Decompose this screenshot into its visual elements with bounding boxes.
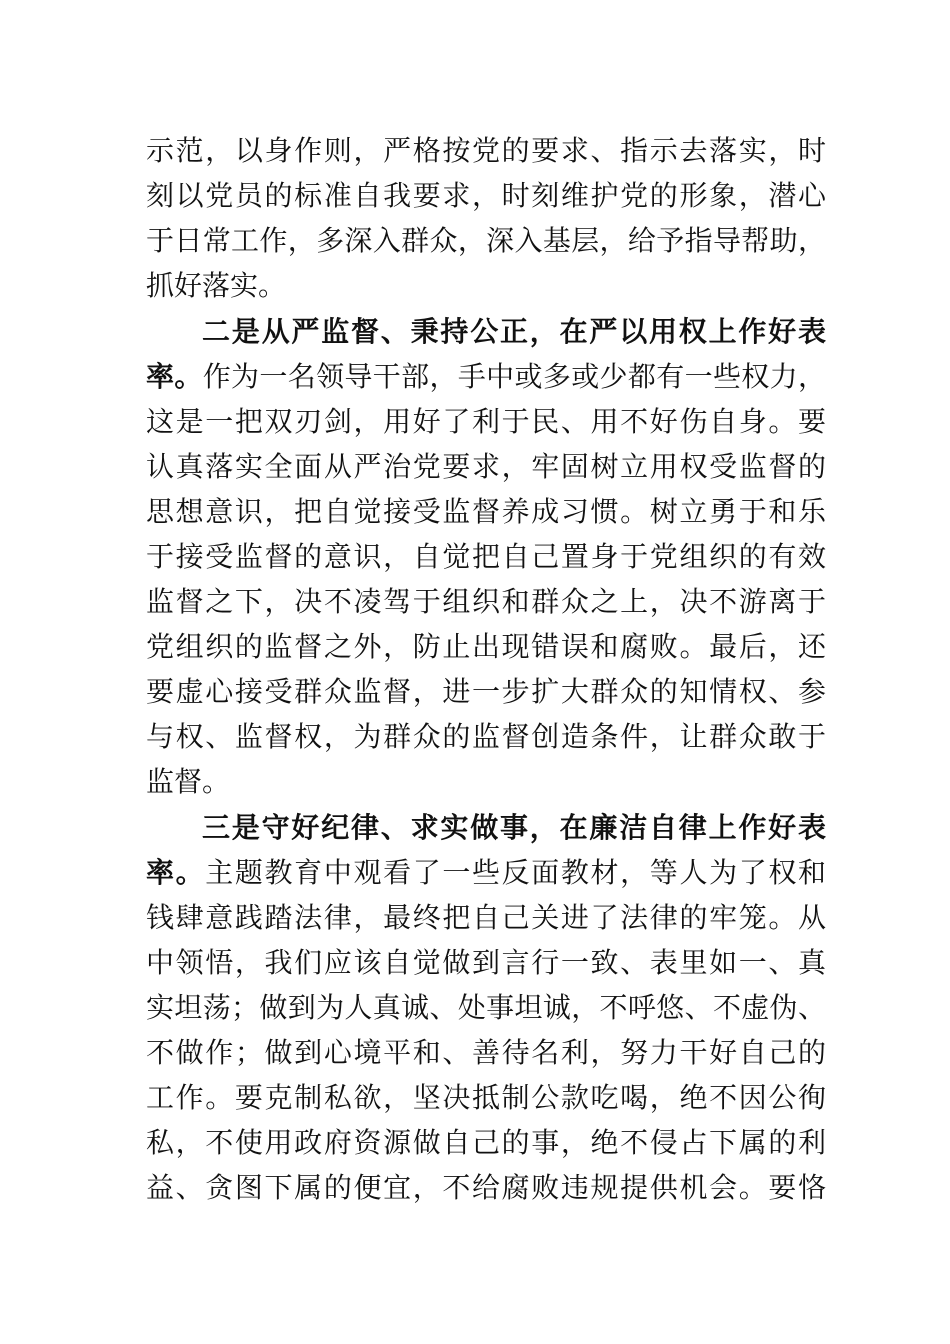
text-segment: 作为一名领导干部，手中或多或少都有一些权力， <box>202 360 826 393</box>
text-line: 这是一把双刃剑，用好了利于民、用不好伤自身。要 <box>146 405 826 438</box>
text-line: 抓好落实。 <box>146 269 287 302</box>
text-line: 益、贪图下属的便宜，不给腐败违规提供机会。要恪 <box>146 1171 826 1204</box>
text-line <box>146 354 826 399</box>
text-line: 实坦荡；做到为人真诚、处事坦诚，不呼悠、不虚伪、 <box>146 991 826 1024</box>
text-line: 思想意识，把自觉接受监督养成习惯。树立勇于和乐 <box>146 495 826 528</box>
paragraph-heading: 二是从严监督、秉持公正，在严以用权上作好表 <box>202 315 826 348</box>
text-line: 示范，以身作则，严格按党的要求、指示去落实，时 <box>146 134 826 167</box>
text-line <box>146 850 826 895</box>
paragraph-1 <box>146 128 826 308</box>
text-line: 工作。要克制私欲，坚决抵制公款吃喝，绝不因公徇 <box>146 1081 826 1114</box>
text-line: 党组织的监督之外，防止出现错误和腐败。最后，还 <box>146 630 826 663</box>
text-line: 要虚心接受群众监督，进一步扩大群众的知情权、参 <box>146 675 826 708</box>
paragraph-2 <box>146 309 826 804</box>
paragraph-heading: 三是守好纪律、求实做事，在廉洁自律上作好表 <box>202 811 826 844</box>
text-line: 刻以党员的标准自我要求，时刻维护党的形象，潜心 <box>146 179 826 212</box>
text-line: 于日常工作，多深入群众，深入基层，给予指导帮助， <box>146 224 826 257</box>
paragraph-3 <box>146 805 826 1210</box>
text-line: 不做作；做到心境平和、善待名利，努力干好自己的 <box>146 1036 826 1069</box>
heading-continuation: 率。 <box>146 856 206 889</box>
text-line: 于接受监督的意识，自觉把自己置身于党组织的有效 <box>146 540 826 573</box>
text-line: 私，不使用政府资源做自己的事，绝不侵占下属的利 <box>146 1126 826 1159</box>
text-line: 中领悟，我们应该自觉做到言行一致、表里如一、真 <box>146 946 826 979</box>
heading-continuation: 率。 <box>146 360 203 393</box>
text-line: 钱肆意践踏法律，最终把自己关进了法律的牢笼。从 <box>146 901 826 934</box>
text-line: 与权、监督权，为群众的监督创造条件，让群众敢于 <box>146 720 826 753</box>
text-line: 认真落实全面从严治党要求，牢固树立用权受监督的 <box>146 450 826 483</box>
text-line: 监督。 <box>146 765 231 798</box>
text-segment: 主题教育中观看了一些反面教材，等人为了权和 <box>205 856 826 889</box>
text-line: 监督之下，决不凌驾于组织和群众之上，决不游离于 <box>146 585 826 618</box>
